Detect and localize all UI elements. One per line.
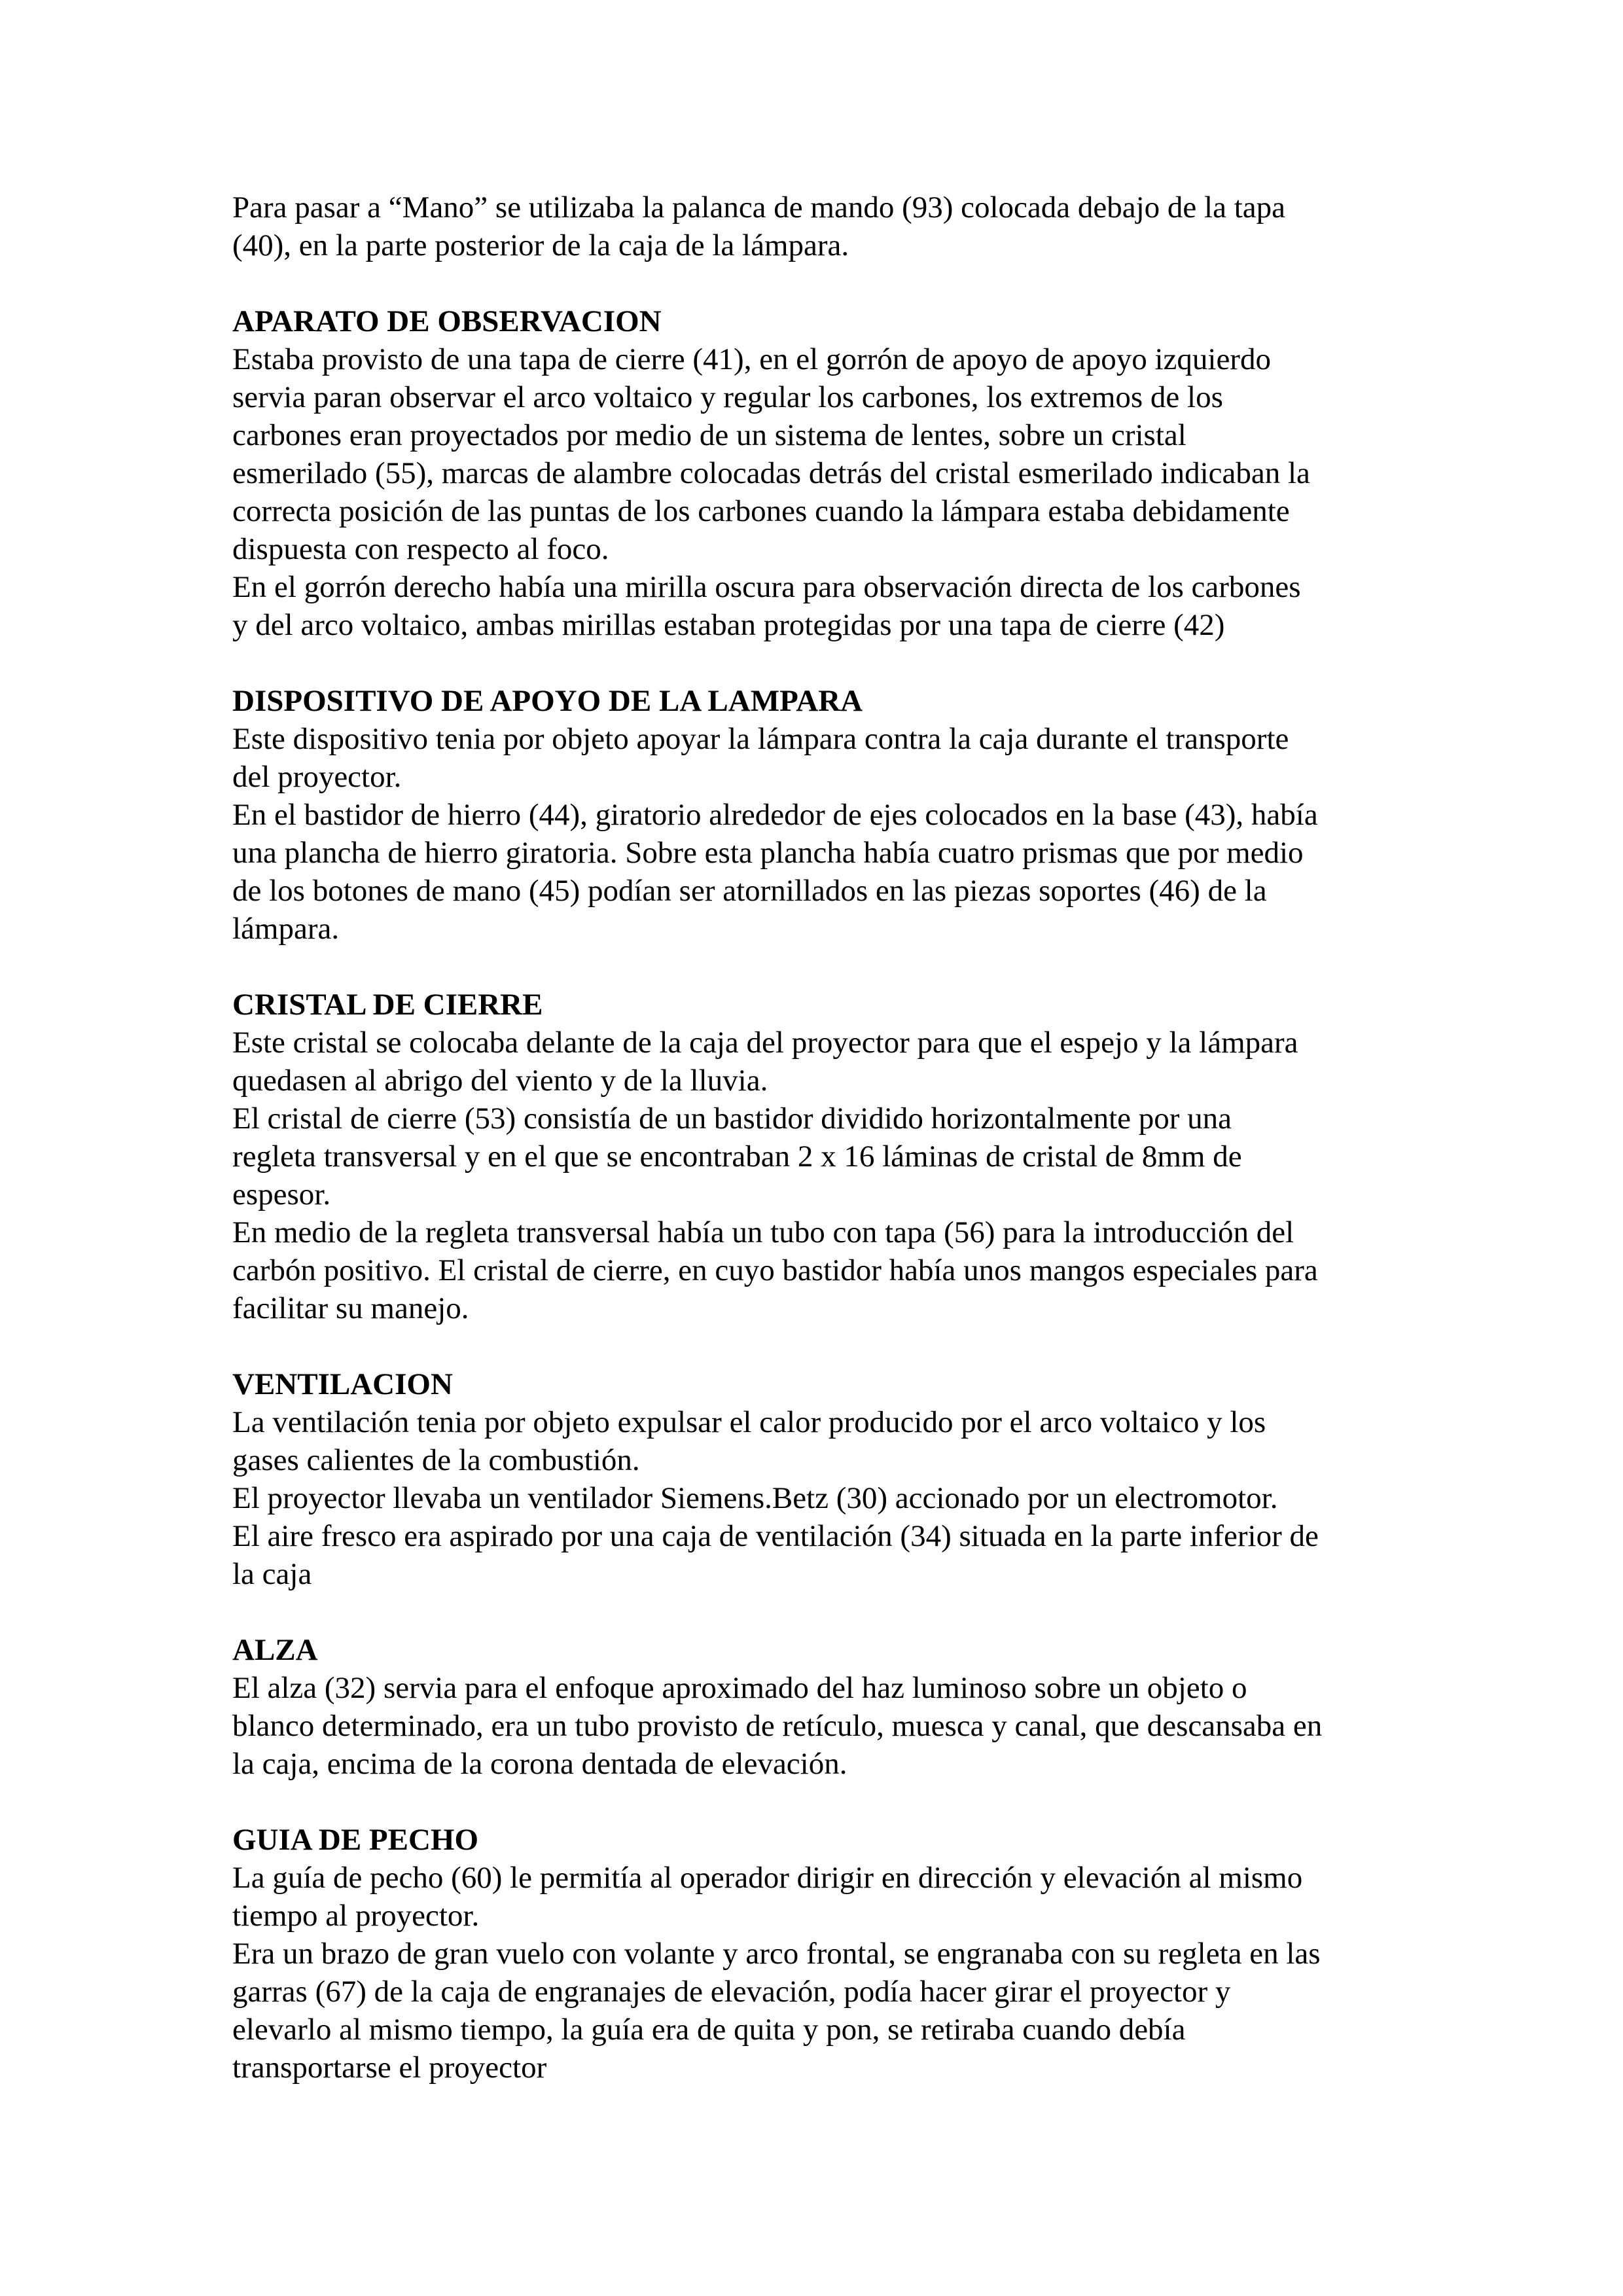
section-aparato-de-observacion bbox=[232, 302, 1410, 644]
text-line: Estaba provisto de una tapa de cierre (41), en el gorrón de apoyo de apoyo izquierdo bbox=[232, 342, 1271, 376]
text-line: lámpara. bbox=[232, 912, 340, 946]
text-line: esmerilado (55), marcas de alambre colocadas detrás del cristal esmerilado indicaban la bbox=[232, 456, 1310, 490]
text-line: Este dispositivo tenia por objeto apoyar la lámpara contra la caja durante el transporte bbox=[232, 722, 1289, 756]
text-line: Este cristal se colocaba delante de la caja del proyector para que el espejo y la lámpara bbox=[232, 1026, 1298, 1060]
text-line: En el gorrón derecho había una mirilla oscura para observación directa de los carbones bbox=[232, 570, 1301, 604]
section-dispositivo-de-apoyo bbox=[232, 682, 1410, 948]
text-line: elevarlo al mismo tiempo, la guía era de quita y pon, se retiraba cuando debía bbox=[232, 2013, 1186, 2047]
text-line: transportarse el proyector bbox=[232, 2051, 547, 2085]
section-cristal-de-cierre bbox=[232, 986, 1410, 1327]
section-alza bbox=[232, 1631, 1410, 1783]
section-heading: ALZA bbox=[232, 1633, 318, 1667]
text-line: de los botones de mano (45) podían ser atornillados en las piezas soportes (46) de la bbox=[232, 874, 1267, 908]
text-line: En el bastidor de hierro (44), giratorio alrededor de ejes colocados en la base (43), había bbox=[232, 798, 1318, 832]
section-heading: GUIA DE PECHO bbox=[232, 1823, 479, 1857]
section-heading: DISPOSITIVO DE APOYO DE LA LAMPARA bbox=[232, 684, 863, 718]
text-line: quedasen al abrigo del viento y de la lluvia. bbox=[232, 1064, 768, 1098]
section-heading: CRISTAL DE CIERRE bbox=[232, 988, 543, 1022]
section-heading: VENTILACION bbox=[232, 1367, 453, 1401]
text-line: la caja bbox=[232, 1557, 312, 1591]
text-line: tiempo al proyector. bbox=[232, 1899, 480, 1933]
text-line: blanco determinado, era un tubo provisto de retículo, muesca y canal, que descansaba en bbox=[232, 1709, 1323, 1743]
text-line: La guía de pecho (60) le permitía al operador dirigir en dirección y elevación al mismo bbox=[232, 1861, 1303, 1895]
text-line: El aire fresco era aspirado por una caja de ventilación (34) situada en la parte inferior de bbox=[232, 1519, 1319, 1553]
text-line: espesor. bbox=[232, 1177, 331, 1211]
text-line: facilitar su manejo. bbox=[232, 1291, 469, 1325]
text-line: El cristal de cierre (53) consistía de un bastidor dividido horizontalmente por una bbox=[232, 1102, 1232, 1136]
text-line: En medio de la regleta transversal había un tubo con tapa (56) para la introducción del bbox=[232, 1215, 1294, 1249]
text-line: correcta posición de las puntas de los carbones cuando la lámpara estaba debidamente bbox=[232, 494, 1290, 528]
text-line: El alza (32) servia para el enfoque aproximado del haz luminoso sobre un objeto o bbox=[232, 1671, 1247, 1705]
text-line: Para pasar a “Mano” se utilizaba la palanca de mando (93) colocada debajo de la tapa bbox=[232, 190, 1285, 224]
section-heading: APARATO DE OBSERVACION bbox=[232, 304, 662, 338]
text-line: garras (67) de la caja de engranajes de elevación, podía hacer girar el proyector y bbox=[232, 1975, 1231, 2009]
text-line: y del arco voltaico, ambas mirillas estaban protegidas por una tapa de cierre (42) bbox=[232, 608, 1225, 642]
text-line: una plancha de hierro giratoria. Sobre esta plancha había cuatro prismas que por medio bbox=[232, 836, 1304, 870]
text-line: carbón positivo. El cristal de cierre, en cuyo bastidor había unos mangos especiales para bbox=[232, 1253, 1318, 1287]
section-ventilacion bbox=[232, 1365, 1410, 1593]
section-guia-de-pecho bbox=[232, 1821, 1410, 2087]
text-line: El proyector llevaba un ventilador Siemens.Betz (30) accionado por un electromotor. bbox=[232, 1481, 1278, 1515]
text-line: la caja, encima de la corona dentada de elevación. bbox=[232, 1747, 847, 1781]
text-line: dispuesta con respecto al foco. bbox=[232, 532, 609, 566]
text-line: (40), en la parte posterior de la caja de la lámpara. bbox=[232, 228, 849, 262]
text-line: servia paran observar el arco voltaico y regular los carbones, los extremos de los bbox=[232, 380, 1223, 414]
text-line: gases calientes de la combustión. bbox=[232, 1443, 640, 1477]
text-line: Era un brazo de gran vuelo con volante y arco frontal, se engranaba con su regleta en las bbox=[232, 1937, 1321, 1971]
text-line: del proyector. bbox=[232, 760, 402, 794]
text-line: La ventilación tenia por objeto expulsar el calor producido por el arco voltaico y los bbox=[232, 1405, 1266, 1439]
text-line: carbones eran proyectados por medio de un sistema de lentes, sobre un cristal bbox=[232, 418, 1186, 452]
text-line: regleta transversal y en el que se encontraban 2 x 16 láminas de cristal de 8mm de bbox=[232, 1139, 1242, 1174]
intro-paragraph bbox=[232, 188, 1410, 264]
document-page bbox=[232, 188, 1410, 2087]
